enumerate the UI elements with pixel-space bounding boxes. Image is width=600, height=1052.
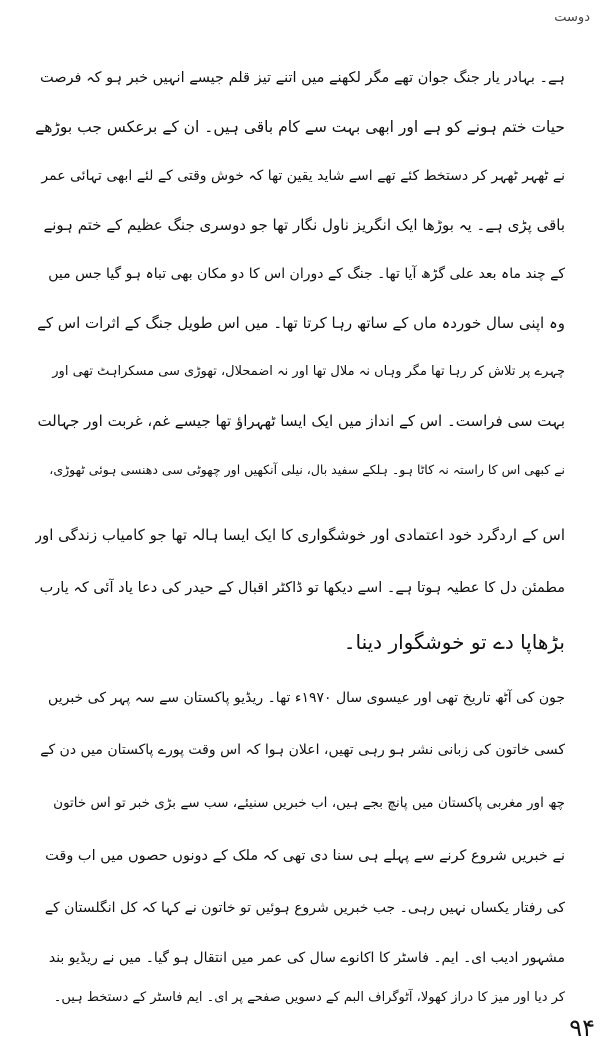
text-line-14: کسی خاتون کی زبانی نشر ہو رہی تھیں، اعلان ہوا کہ اس وقت پورے پاکستان میں دن کے: [40, 742, 565, 758]
text-line-1: ہے۔ بہادر یار جنگ جوان تھے مگر لکھنے میں اتنے تیز قلم جیسے انہیں خبر ہو کہ فرصت: [40, 70, 565, 86]
text-line-9: نے کبھی اس کا راستہ نہ کاٹا ہو۔ ہلکے سفید بال، نیلی آنکھیں اور چھوٹی سی دھنسی ہوئی ٹھوڑی،: [49, 462, 565, 477]
text-line-8: بہت سی فراست۔ اس کے انداز میں ایک ایسا ٹھہراؤ تھا جیسے غم، غربت اور جہالت: [37, 412, 565, 430]
page-number: ۹۴: [569, 1014, 595, 1042]
text-line-6: وہ اپنی سال خوردہ ماں کے ساتھ رہا کرتا تھا۔ میں اس طویل جنگ کے اثرات اس کے: [37, 314, 565, 332]
text-line-7: چہرے پر تلاش کر رہا تھا مگر وہاں نہ ملال تھا اور نہ اضمحلال، تھوڑی سی مسکراہٹ تھی اور: [52, 364, 565, 379]
text-line-13: جون کی آٹھ تاریخ تھی اور عیسوی سال ۱۹۷۰ء تھا۔ ریڈیو پاکستان سے سہ پہر کی خبریں: [48, 690, 565, 706]
text-line-15: چھ اور مغربی پاکستان میں پانچ بجے ہیں، اب خبریں سنیئے، سب سے بڑی خبر تو اس خاتون: [53, 795, 565, 811]
text-line-11: مطمئن دل کا عطیہ ہوتا ہے۔ اسے دیکھا تو ڈاکٹر اقبال کے حیدر کی دعا یاد آئی کہ یارب: [39, 580, 565, 596]
page-header: دوست: [554, 10, 590, 25]
text-line-19: کر دیا اور میز کا دراز کھولا، آٹوگراف البم کے دسویں صفحے پر ای۔ ایم فاسٹر کے دستخط ہیں۔: [53, 990, 565, 1005]
text-line-2: حیات ختم ہونے کو ہے اور ابھی بہت سے کام باقی ہیں۔ ان کے برعکس جب بوڑھے: [35, 118, 565, 136]
text-line-10: اس کے اردگرد خود اعتمادی اور خوشگواری کا ایک ایسا ہالہ تھا جو کامیاب زندگی اور: [35, 526, 565, 544]
text-line-17: کی رفتار یکساں نہیں رہی۔ جب خبریں شروع ہوئیں تو خاتون نے کہا کہ کل انگلستان کے: [44, 900, 565, 916]
text-line-16: نے خبریں شروع کرنے سے پہلے ہی سنا دی تھی کہ ملک کے دونوں حصوں میں اب وقت: [45, 848, 565, 864]
text-line-12: بڑھاپا دے تو خوشگوار دینا۔: [343, 630, 565, 654]
text-line-5: کے چند ماہ بعد علی گڑھ آیا تھا۔ جنگ کے دوران اس کا دو مکان بھی تباہ ہو گیا جس میں: [48, 266, 565, 282]
text-line-18: مشہور ادیب ای۔ ایم۔ فاسٹر کا اکانوے سال کی عمر میں انتقال ہو گیا۔ میں نے ریڈیو بند: [48, 950, 565, 966]
text-line-4: باقی پڑی ہے۔ یہ بوڑھا ایک انگریز ناول نگار تھا جو دوسری جنگ عظیم کے ختم ہونے: [43, 216, 565, 234]
text-line-3: نے ٹھہر ٹھہر کر دستخط کئے تھے اسے شاید یقین تھا کہ خوش وقتی کے لئے ابھی تہائی عمر: [41, 168, 565, 184]
